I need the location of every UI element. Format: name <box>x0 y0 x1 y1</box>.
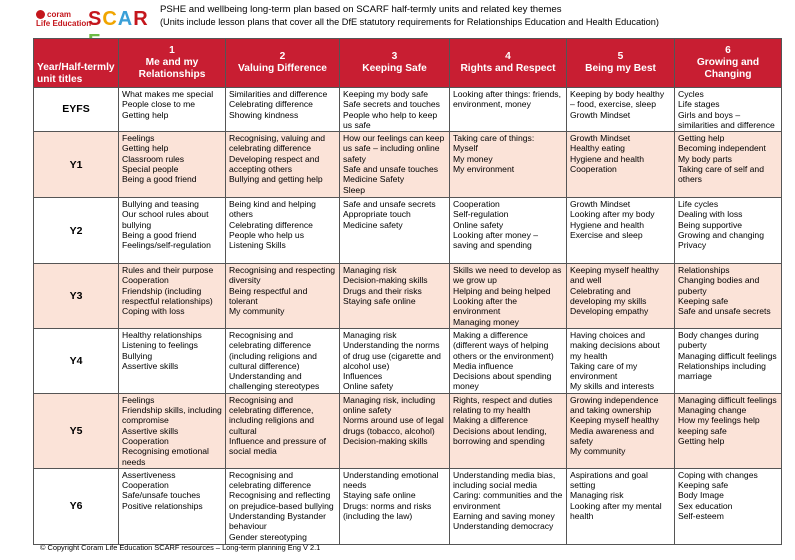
theme-item: Managing difficult feelings <box>678 350 777 361</box>
theme-item: Cooperation <box>122 275 169 286</box>
theme-item: Feelings <box>122 394 155 405</box>
theme-item: Recognising and celebrating difference <box>229 469 312 491</box>
theme-item: Understanding and challenging stereotypes <box>229 371 320 392</box>
theme-item: Changing bodies and puberty <box>678 275 760 296</box>
unit-number: 5 <box>617 51 624 62</box>
theme-item: Bullying <box>122 350 153 361</box>
unit-title: Valuing Difference <box>238 63 327 74</box>
unit-cell <box>119 198 226 264</box>
theme-item: Looking after things: friends, environment, money <box>453 89 561 110</box>
unit-cell <box>675 328 782 393</box>
theme-item: My money <box>453 153 493 164</box>
theme-item: Bullying and teasing <box>122 199 199 210</box>
theme-item: Safe/unsafe touches <box>122 490 201 501</box>
theme-item: Media influence <box>453 360 514 371</box>
theme-item: Cooperation <box>453 199 500 210</box>
unit-cell <box>675 264 782 329</box>
theme-item: Relationships <box>678 265 730 276</box>
unit-cell <box>450 393 567 468</box>
unit-cell <box>119 468 226 544</box>
unit-number: 1 <box>169 45 175 56</box>
theme-item: Skills we need to develop as we grow up <box>453 265 562 286</box>
theme-item: Self-regulation <box>453 209 509 220</box>
theme-item: Looking after my mental health <box>570 500 662 522</box>
unit-cell <box>567 198 675 264</box>
theme-item: Keeping my body safe <box>343 89 429 99</box>
theme-item: Getting help <box>678 133 725 144</box>
theme-item: Feelings/self-regulation <box>122 240 211 251</box>
unit-number: 2 <box>279 51 286 62</box>
table-header-row <box>34 39 782 88</box>
theme-item: Safe and unsafe secrets <box>678 306 771 317</box>
theme-item: My community <box>570 446 626 457</box>
theme-item: Recognising and celebrating difference (including religions and cultural difference) <box>229 329 317 371</box>
theme-item: Relationships including marriage <box>678 360 766 382</box>
theme-item: Growth Mindset <box>570 109 631 120</box>
theme-item: Aspirations and goal setting <box>570 469 648 491</box>
theme-item: Listening Skills <box>229 240 286 251</box>
unit-cell <box>119 328 226 393</box>
page-title: PSHE and wellbeing long-term plan based on SCARF half-termly units and related key themes <box>160 4 562 15</box>
theme-item: Appropriate touch <box>343 209 411 220</box>
theme-item: Recognising and celebrating difference, including religions and cultural <box>229 394 315 436</box>
theme-item: Exercise and sleep <box>570 230 643 241</box>
theme-item: Healthy relationships <box>122 329 202 340</box>
unit-cell <box>119 88 226 132</box>
scarf-logo-letter: C <box>102 8 118 30</box>
unit-cell <box>226 88 340 132</box>
theme-item: Decisions about spending money <box>453 371 552 392</box>
theme-item: Celebrating difference <box>229 219 313 230</box>
theme-item: Getting help <box>122 109 169 120</box>
page-subtitle: (Units include lesson plans that cover all the DfE statutory requirements for Relationships Education and Health Education) <box>160 17 659 27</box>
theme-item: What makes me special <box>122 89 214 99</box>
theme-item: Keeping myself healthy <box>570 415 659 426</box>
theme-item: My community <box>229 306 285 317</box>
unit-number: 4 <box>505 51 511 62</box>
unit-title: Me and my Relationships <box>138 57 206 80</box>
theme-item: Online safety <box>343 381 394 392</box>
theme-item: Drugs: norms and risks (including the law) <box>343 500 432 522</box>
theme-item: Feelings <box>122 133 155 144</box>
unit-cell <box>567 88 675 132</box>
theme-item: Our school rules about bullying <box>122 209 209 230</box>
theme-item: Recognising and reflecting on prejudice-based bullying <box>229 490 334 511</box>
table-row <box>34 88 782 132</box>
theme-item: Rules and their purpose <box>122 265 214 276</box>
theme-item: Media awareness and safety <box>570 425 655 446</box>
theme-item: Decision-making skills <box>343 435 428 446</box>
theme-item: Looking after money – saving and spending <box>453 230 539 251</box>
unit-header-1 <box>119 39 226 88</box>
theme-item: Assertive skills <box>122 360 179 371</box>
unit-cell <box>340 328 450 393</box>
unit-cell <box>226 468 340 544</box>
theme-item: Managing risk <box>343 265 397 276</box>
theme-item: Recognising emotional needs <box>122 446 209 467</box>
theme-item: Becoming independent <box>678 143 766 154</box>
unit-cell <box>340 393 450 468</box>
theme-item: Getting help <box>122 143 169 154</box>
unit-cell <box>450 88 567 132</box>
theme-item: Assertiveness <box>122 469 176 480</box>
title-block <box>160 4 659 28</box>
theme-item: People who help us <box>229 230 305 241</box>
theme-item: Decisions about lending, borrowing and spending <box>453 425 547 446</box>
theme-item: My body parts <box>678 153 732 164</box>
theme-item: Privacy <box>678 240 707 251</box>
year-label: Y4 <box>34 328 119 393</box>
unit-cell <box>450 132 567 198</box>
theme-item: Being supportive <box>678 219 743 230</box>
theme-item: How my feelings help keeping safe <box>678 415 760 436</box>
unit-cell <box>226 132 340 198</box>
theme-item: Bullying and getting help <box>229 174 323 185</box>
theme-item: Understanding democracy <box>453 521 554 532</box>
unit-cell <box>340 88 450 132</box>
unit-header-6 <box>675 39 782 88</box>
unit-header-4 <box>450 39 567 88</box>
unit-cell <box>119 393 226 468</box>
theme-item: Keeping by body healthy – food, exercise, sleep <box>570 89 665 110</box>
year-label: Y6 <box>34 468 119 544</box>
unit-cell <box>567 132 675 198</box>
unit-cell <box>340 132 450 198</box>
theme-item: Safe and unsafe touches <box>343 164 439 175</box>
theme-item: Developing empathy <box>570 306 649 317</box>
table-row <box>34 393 782 468</box>
unit-cell <box>226 393 340 468</box>
theme-item: Earning and saving money <box>453 511 555 522</box>
theme-item: Medicine Safety <box>343 174 405 185</box>
table-row <box>34 264 782 329</box>
theme-item: Girls and boys – similarities and difference <box>678 109 775 130</box>
theme-item: Making a difference (different ways of helping others or the environment) <box>453 329 554 361</box>
coram-scarf-logo <box>36 8 156 34</box>
theme-item: Sex education <box>678 500 733 511</box>
theme-item: Coping with loss <box>122 306 185 317</box>
unit-cell <box>450 328 567 393</box>
year-label: Y1 <box>34 132 119 198</box>
table-body <box>34 88 782 545</box>
unit-cell <box>119 264 226 329</box>
theme-item: Managing risk <box>343 329 397 340</box>
theme-item: Managing change <box>678 405 747 416</box>
theme-item: Recognising, valuing and celebrating difference <box>229 133 326 154</box>
unit-title: Growing and Changing <box>696 57 760 80</box>
theme-item: Staying safe online <box>343 490 416 501</box>
theme-item: Understanding emotional needs <box>343 469 439 491</box>
theme-item: Being kind and helping others <box>229 199 316 220</box>
unit-cell <box>567 468 675 544</box>
unit-cell <box>675 132 782 198</box>
scarf-logo-letter: A <box>117 8 134 30</box>
theme-item: Understanding the norms of drug use (cigarette and alcohol use) <box>343 340 441 371</box>
theme-item: Friendship (including respectful relationships) <box>122 285 213 307</box>
coram-logo-icon <box>36 10 45 19</box>
theme-item: Understanding media bias, including social media <box>453 469 556 491</box>
theme-item: Managing difficult feelings <box>678 394 777 405</box>
scarf-logo-letter: R <box>133 8 149 30</box>
unit-cell <box>226 198 340 264</box>
theme-item: Celebrating and developing my skills <box>570 285 647 307</box>
theme-item: Sleep <box>343 184 365 195</box>
unit-header-5 <box>567 39 675 88</box>
year-label: Y5 <box>34 393 119 468</box>
theme-item: Helping and being helped <box>453 285 551 296</box>
theme-item: People who help to keep us safe <box>343 109 438 130</box>
unit-header-3 <box>340 39 450 88</box>
long-term-plan-table <box>33 38 782 545</box>
theme-item: Cooperation <box>570 164 617 175</box>
theme-item: Having choices and making decisions about my health <box>570 329 660 361</box>
theme-item: Coping with changes <box>678 469 758 480</box>
unit-cell <box>450 198 567 264</box>
theme-item: Growth Mindset <box>570 199 631 210</box>
theme-item: Being a good friend <box>122 230 197 241</box>
unit-cell <box>340 198 450 264</box>
theme-item: Looking after my body <box>570 209 655 220</box>
theme-item: Body Image <box>678 490 724 501</box>
theme-item: How our feelings can keep us safe – including online safety <box>343 133 445 164</box>
unit-cell <box>567 393 675 468</box>
theme-item: Growing and changing <box>678 230 764 241</box>
theme-item: Myself <box>453 143 478 154</box>
theme-item: Developing respect and accepting others <box>229 153 320 175</box>
unit-cell <box>567 264 675 329</box>
table-row <box>34 468 782 544</box>
theme-item: My skills and interests <box>570 381 655 392</box>
theme-item: Life stages <box>678 99 720 110</box>
unit-cell <box>226 328 340 393</box>
theme-item: Rights, respect and duties relating to my health <box>453 394 553 416</box>
theme-item: Dealing with loss <box>678 209 743 220</box>
theme-item: Hygiene and health <box>570 153 645 164</box>
theme-item: Medicine safety <box>343 219 403 230</box>
theme-item: Online safety <box>453 219 504 230</box>
theme-item: Positive relationships <box>122 500 203 511</box>
theme-item: Gender stereotyping <box>229 531 307 542</box>
theme-item: Making a difference <box>453 415 528 426</box>
unit-number: 3 <box>391 51 398 62</box>
table-row <box>34 198 782 264</box>
theme-item: People close to me <box>122 99 196 110</box>
theme-item: Friendship skills, including compromise <box>122 405 222 426</box>
unit-cell <box>226 264 340 329</box>
footer-copyright: © Copyright Coram Life Education SCARF resources – Long-term planning Eng V 2.1 <box>40 543 321 552</box>
theme-item: Keeping safe <box>678 296 729 307</box>
theme-item: Recognising and respecting diversity <box>229 265 336 286</box>
scarf-logo-letter: S <box>88 8 103 30</box>
theme-item: Being respectful and tolerant <box>229 285 308 307</box>
theme-item: Safe and unsafe secrets <box>343 199 436 210</box>
theme-item: Life cycles <box>678 199 719 210</box>
theme-item: Classroom rules <box>122 153 185 164</box>
unit-cell <box>450 468 567 544</box>
theme-item: Getting help <box>678 435 725 446</box>
page-header <box>36 4 776 36</box>
theme-item: Cooperation <box>122 435 169 446</box>
theme-item: Looking after the environment <box>453 296 518 317</box>
coram-logo-subtext: Life Education <box>36 19 92 29</box>
theme-item: Managing money <box>453 316 519 327</box>
theme-item: Caring: communities and the environment <box>453 490 563 511</box>
table-row <box>34 132 782 198</box>
theme-item: Decision-making skills <box>343 275 428 286</box>
corner-header: Year/Half-termly unit titles <box>34 39 119 88</box>
theme-item: Body changes during puberty <box>678 329 759 351</box>
unit-number: 6 <box>725 45 731 56</box>
theme-item: My environment <box>453 164 515 175</box>
theme-item: Cycles <box>678 89 704 99</box>
coram-logo <box>36 10 91 28</box>
theme-item: Influence and pressure of social media <box>229 435 326 457</box>
theme-item: Norms around use of legal drugs (tobacco, alcohol) <box>343 415 444 436</box>
coram-logo-text: coram <box>47 10 72 19</box>
theme-item: Drugs and their risks <box>343 285 422 296</box>
year-label: EYFS <box>34 88 119 132</box>
theme-item: Growth Mindset <box>570 133 631 144</box>
theme-item: Managing risk, including online safety <box>343 394 436 416</box>
unit-header-2 <box>226 39 340 88</box>
unit-title: Being my Best <box>585 63 656 74</box>
theme-item: Assertive skills <box>122 425 179 436</box>
unit-title: Keeping Safe <box>362 63 427 74</box>
theme-item: Staying safe online <box>343 296 416 307</box>
year-label: Y3 <box>34 264 119 329</box>
unit-cell <box>340 264 450 329</box>
unit-cell <box>450 264 567 329</box>
unit-cell <box>119 132 226 198</box>
theme-item: Self-esteem <box>678 511 724 522</box>
theme-item: Listening to feelings <box>122 340 198 351</box>
theme-item: Similarities and difference <box>229 89 328 99</box>
theme-item: Cooperation <box>122 480 169 491</box>
unit-cell <box>675 393 782 468</box>
theme-item: Growing independence and taking ownership <box>570 394 659 416</box>
theme-item: Taking care of self and others <box>678 164 764 185</box>
theme-item: Influences <box>343 371 383 382</box>
theme-item: Celebrating difference <box>229 99 313 110</box>
unit-title: Rights and Respect <box>460 63 556 74</box>
unit-cell <box>340 468 450 544</box>
theme-item: Managing risk <box>570 490 624 501</box>
unit-cell <box>675 468 782 544</box>
theme-item: Safe secrets and touches <box>343 99 440 110</box>
year-label: Y2 <box>34 198 119 264</box>
theme-item: Special people <box>122 164 179 175</box>
theme-item: Showing kindness <box>229 109 299 120</box>
theme-item: Healthy eating <box>570 143 625 154</box>
unit-cell <box>567 328 675 393</box>
unit-cell <box>675 88 782 132</box>
theme-item: Taking care of my environment <box>570 360 638 382</box>
unit-cell <box>675 198 782 264</box>
theme-item: Keeping safe <box>678 480 729 491</box>
theme-item: Being a good friend <box>122 174 197 185</box>
table-row <box>34 328 782 393</box>
theme-item: Keeping myself healthy and well <box>570 265 659 286</box>
theme-item: Hygiene and health <box>570 219 645 230</box>
theme-item: Understanding Bystander behaviour <box>229 511 326 532</box>
theme-item: Taking care of things: <box>453 133 535 144</box>
